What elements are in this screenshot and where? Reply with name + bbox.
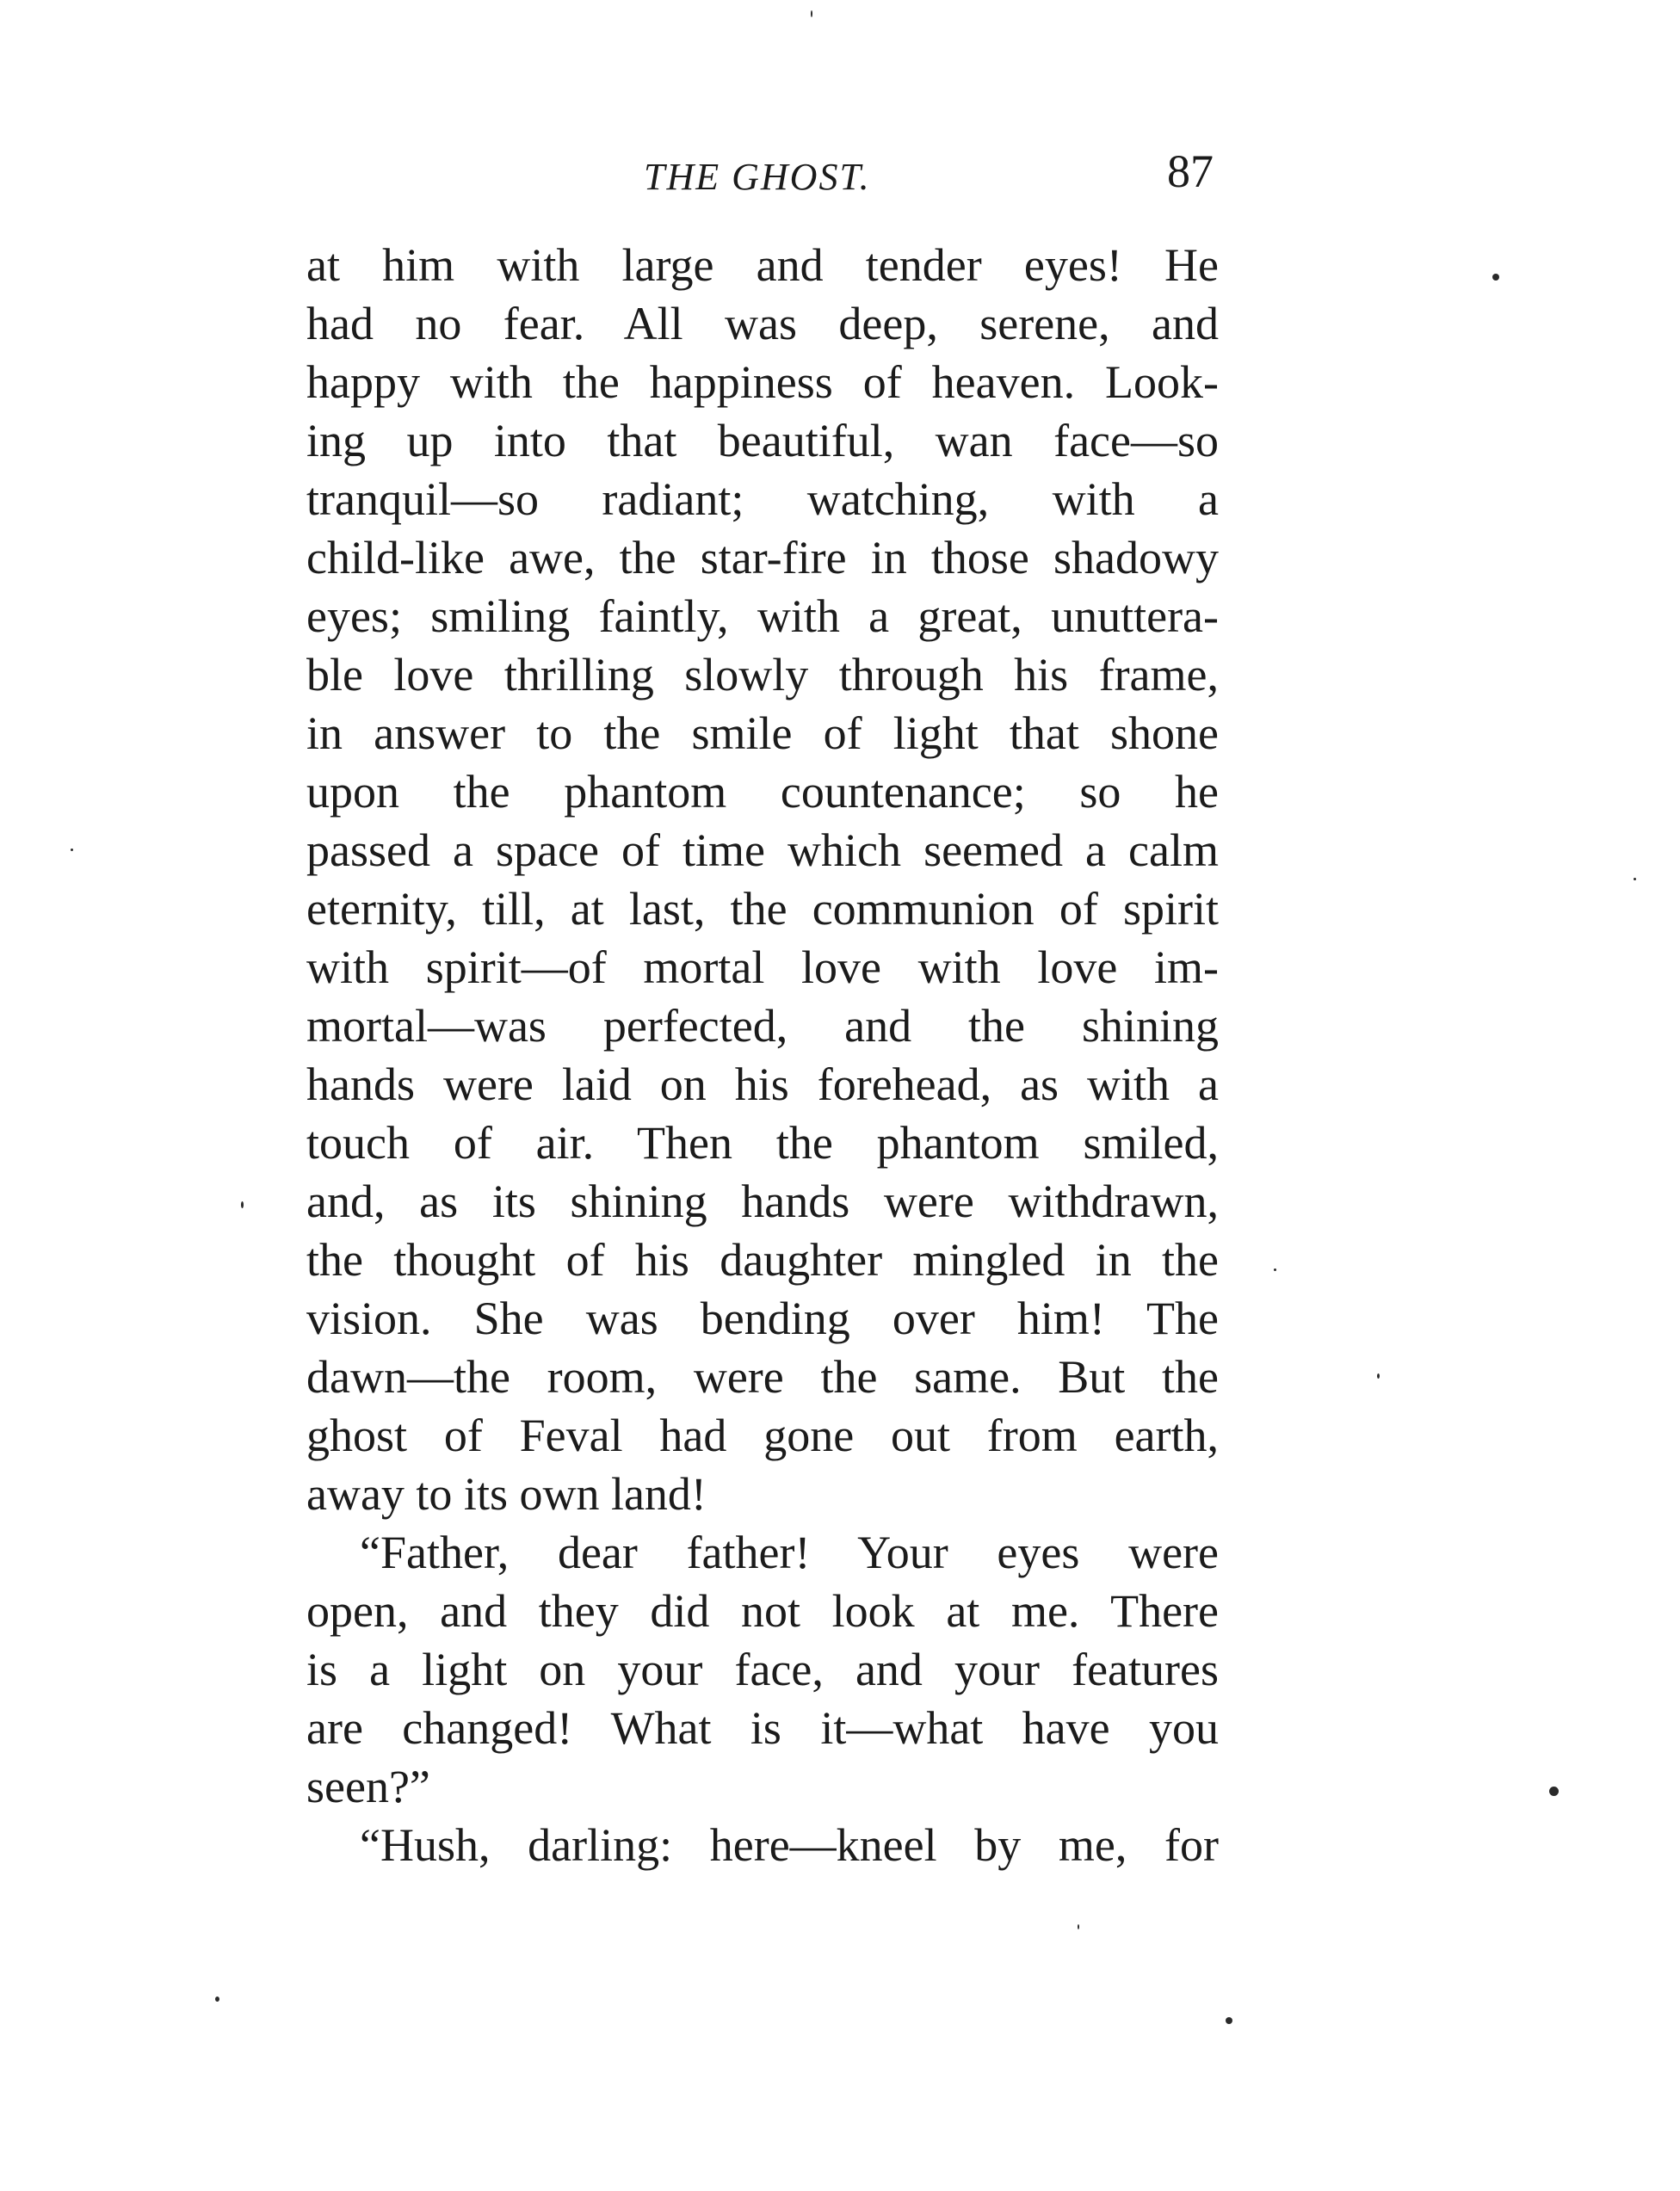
scan-speck [1634,878,1636,880]
text-line: in answer to the smile of light that shone [306,707,1219,759]
text-line: with spirit—of mortal love with love im- [306,941,1219,993]
text-line: upon the phantom countenance; so he [306,766,1219,818]
text-line: child-like awe, the star-fire in those shadowy [306,532,1219,583]
text-line: is a light on your face, and your features [306,1644,1219,1695]
scan-speck [1377,1373,1380,1379]
text-line: seen?” [306,1761,430,1812]
running-title: THE GHOST. [644,156,871,198]
text-line: mortal—was perfected, and the shining [306,1000,1219,1052]
text-line: ing up into that beautiful, wan face—so [306,415,1219,466]
text-line: vision. She was bending over him! The [306,1293,1219,1344]
text-line: “Hush, darling: here—kneel by me, for [360,1819,1219,1871]
text-line: had no fear. All was deep, serene, and [306,298,1219,349]
scan-speck [71,849,73,851]
scan-speck [215,1997,219,2002]
scan-speck [1226,2017,1232,2024]
text-line: eyes; smiling faintly, with a great, unuttera- [306,590,1219,642]
scan-speck [1274,1268,1276,1271]
body-text [306,236,1219,1874]
text-line: ghost of Feval had gone out from earth, [306,1410,1219,1461]
text-line: are changed! What is it—what have you [306,1702,1219,1754]
text-line: touch of air. Then the phantom smiled, [306,1117,1219,1169]
scan-speck [811,10,812,17]
text-line: at him with large and tender eyes! He [306,239,1219,291]
scan-speck [1492,274,1499,281]
scan-speck [241,1201,244,1208]
text-line: “Father, dear father! Your eyes were [360,1527,1219,1578]
text-line: open, and they did not look at me. There [306,1585,1219,1637]
scan-speck [1549,1787,1559,1796]
running-head [306,145,1219,205]
text-line: passed a space of time which seemed a calm [306,824,1219,876]
text-line: tranquil—so radiant; watching, with a [306,473,1219,525]
text-line: hands were laid on his forehead, as with a [306,1058,1219,1110]
text-line: happy with the happiness of heaven. Look- [306,356,1219,408]
page-number: 87 [1167,145,1214,197]
scan-speck [1078,1924,1079,1929]
text-line: away to its own land! [306,1468,707,1520]
text-line: and, as its shining hands were withdrawn, [306,1176,1219,1227]
text-line: ble love thrilling slowly through his frame, [306,649,1219,701]
text-line: the thought of his daughter mingled in the [306,1234,1219,1286]
text-line: eternity, till, at last, the communion of spirit [306,883,1219,935]
text-line: dawn—the room, were the same. But the [306,1351,1219,1403]
